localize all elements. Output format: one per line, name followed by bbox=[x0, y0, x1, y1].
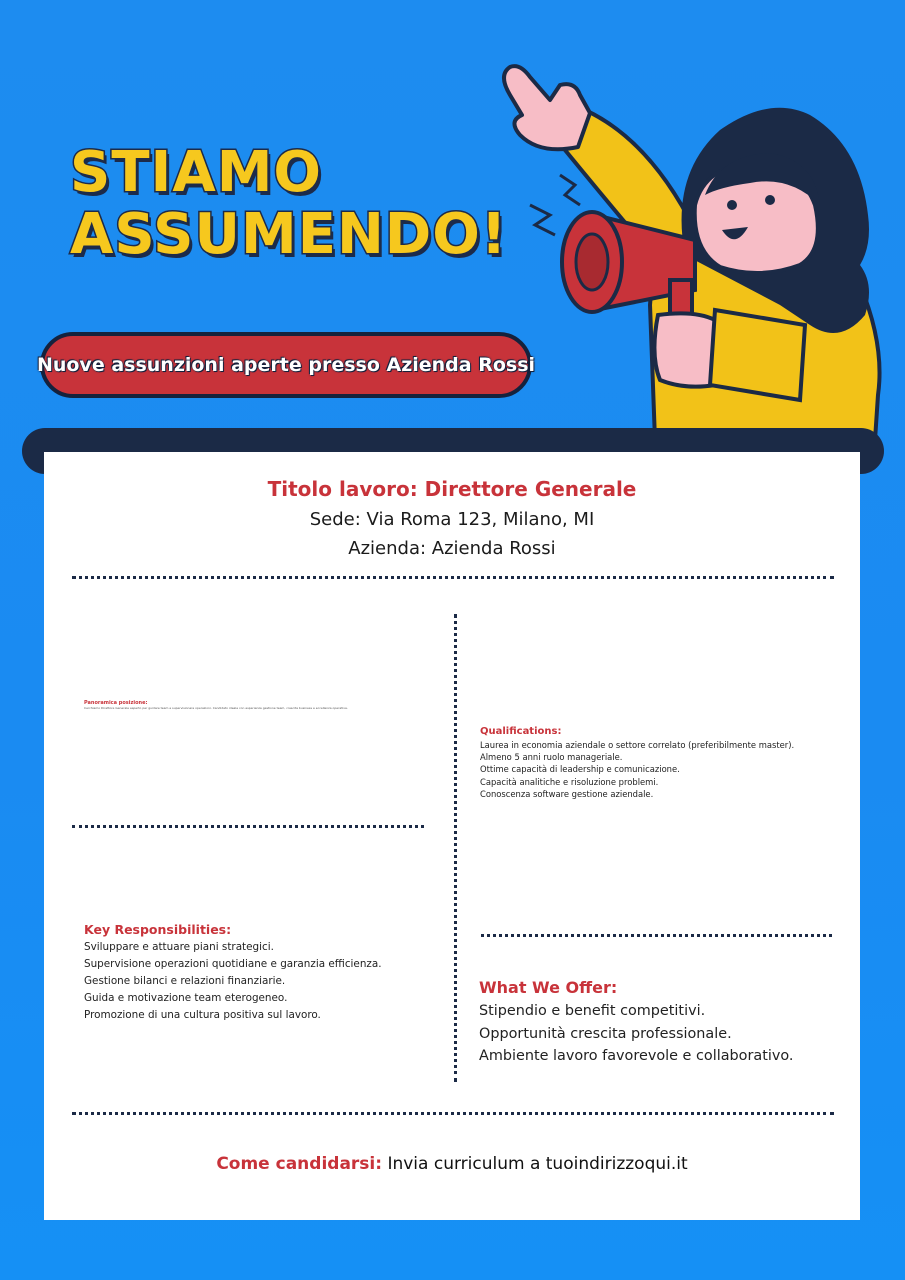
overview-section bbox=[84, 700, 404, 711]
headline-line-1: STIAMO bbox=[70, 140, 323, 205]
job-card bbox=[44, 452, 860, 1220]
woman-with-megaphone-illustration bbox=[480, 55, 900, 445]
responsibility-item: Guida e motivazione team eterogeneo. bbox=[84, 992, 288, 1004]
overview-heading: Panoramica posizione: bbox=[84, 700, 148, 706]
divider-vertical bbox=[454, 614, 457, 1082]
divider-top bbox=[72, 576, 834, 579]
card-scalloped-edge bbox=[44, 1198, 860, 1224]
job-company: Azienda: Azienda Rossi bbox=[348, 538, 556, 559]
divider-right-mid bbox=[481, 934, 832, 937]
divider-left-mid bbox=[72, 825, 424, 828]
offer-item: Ambiente lavoro favorevole e collaborativo. bbox=[479, 1048, 794, 1064]
responsibility-item: Gestione bilanci e relazioni finanziarie. bbox=[84, 975, 286, 987]
job-title: Titolo lavoro: Direttore Generale bbox=[267, 477, 637, 501]
responsibilities-section bbox=[84, 921, 444, 1024]
apply-text: Invia curriculum a tuoindirizzoqui.it bbox=[382, 1154, 688, 1174]
offer-item: Stipendio e benefit competitivi. bbox=[479, 1003, 706, 1019]
hiring-banner bbox=[36, 332, 536, 398]
divider-bottom bbox=[72, 1112, 834, 1115]
overview-text: Cerchiamo Direttore Generale esperto per guidare team e supervisionare operazioni. Candidato ideale con esperienza gestione team, crescita business e eccellenza operativa. bbox=[84, 706, 348, 710]
responsibility-item: Supervisione operazioni quotidiane e garanzia efficienza. bbox=[84, 958, 382, 970]
qualification-item: Ottime capacità di leadership e comunicazione. bbox=[480, 764, 680, 775]
job-location: Sede: Via Roma 123, Milano, MI bbox=[309, 509, 595, 530]
offer-item: Opportunità crescita professionale. bbox=[479, 1025, 732, 1042]
qualification-item: Conoscenza software gestione aziendale. bbox=[480, 788, 654, 799]
responsibilities-heading: Key Responsibilities: bbox=[84, 922, 232, 937]
headline bbox=[70, 142, 507, 266]
apply-line bbox=[44, 1154, 860, 1174]
offer-heading: What We Offer: bbox=[479, 978, 618, 997]
qualification-item: Almeno 5 anni ruolo manageriale. bbox=[480, 752, 623, 763]
qualification-item: Laurea in economia aziendale o settore correlato (preferibilmente master). bbox=[480, 740, 795, 750]
qualifications-heading: Qualifications: bbox=[480, 726, 562, 737]
responsibility-item: Sviluppare e attuare piani strategici. bbox=[84, 941, 274, 953]
qualification-item: Capacità analitiche e risoluzione problemi. bbox=[480, 776, 659, 787]
apply-label: Come candidarsi: bbox=[216, 1154, 383, 1174]
offer-section bbox=[479, 976, 849, 1068]
responsibility-item: Promozione di una cultura positiva sul lavoro. bbox=[84, 1009, 321, 1021]
headline-line-2: ASSUMENDO! bbox=[70, 202, 508, 267]
qualifications-section bbox=[480, 725, 840, 800]
hiring-banner-text: Nuove assunzioni aperte presso Azienda Rossi bbox=[36, 354, 536, 376]
